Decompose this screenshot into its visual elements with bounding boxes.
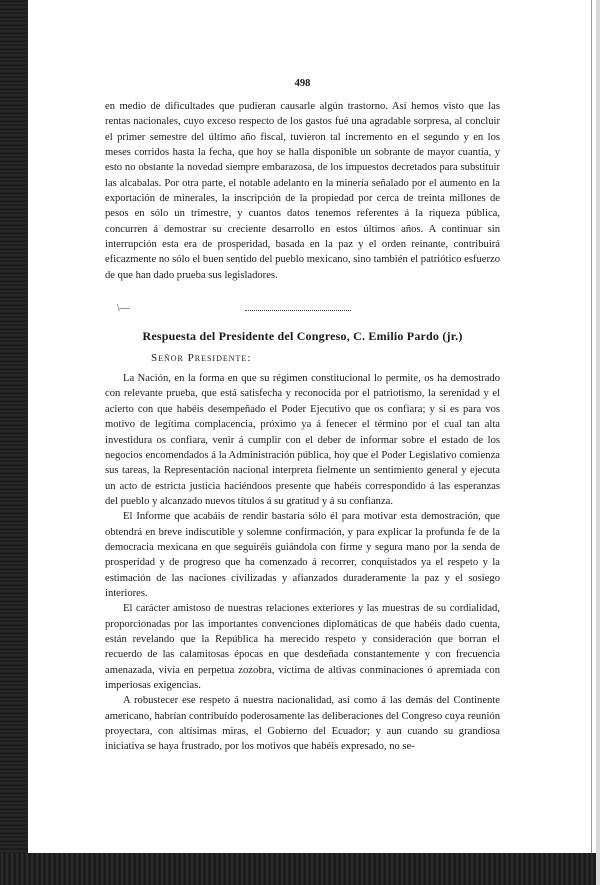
paragraph-2: El Informe que acabáis de rendir bastaría sólo él para motivar esta demostración, que obtendrá en breve indiscutible y solemne confirmación, y para explicar la profunda fe de la democracia mexicana en que seguiréis guiándola con firme y segura mano por la senda de prosperidad y de progreso que ha comenzado á recorrer, conquistados ya el respeto y la estimación de las naciones civilizadas y afianzados duraderamente la paz y el sosiego interiores. (105, 511, 500, 599)
page-edge-line (591, 0, 592, 853)
section-heading: Respuesta del Presidente del Congreso, C. Emilio Pardo (jr.) (142, 329, 463, 344)
paragraph-3: El carácter amistoso de nuestras relaciones exteriores y las muestras de su cordialidad, proporcionadas por las importantes convenciones diplomáticas de que habéis dado cuenta, están revelando que la República ha merecido respeto y consideración que borran el recuerdo de las calamitosas épocas en que desdeñada constantemente y con frecuencia amenazada, vivía en perpetua zozobra, víctima de altivas conminaciones ó apremiada con imperiosas exigencias. (105, 603, 500, 691)
paragraph-4: A robustecer ese respeto á nuestra nacionalidad, así como á las demás del Continente americano, habrían contribuído poderosamente las deliberaciones del Congreso cuya reunión proyectara, con altísimas miras, el Gobierno del Ecuador; y aun cuando su grandiosa iniciativa se haya frustrado, por los motivos que habéis expresado, no se- (105, 695, 500, 753)
salutation: Señor Presidente: (151, 352, 252, 365)
separator-rule (245, 310, 351, 311)
scan-border-bottom (0, 853, 600, 885)
document-page (105, 78, 500, 755)
section-break (105, 283, 500, 329)
paragraph-1: La Nación, en la forma en que su régimen constitucional lo permite, os ha demostrado con relevante prueba, que está satisfecha y reconocida por el patriotismo, la serenidad y el acierto con que habéis desempeñado el Poder Ejecutivo que os confiara; y si es para vos motivo de legítima complacencia, próximo ya á fenecer el término por el cual tan alta investidura os confiara, venir á cumplir con el deber de informar sobre el estado de los negocios encomendados á la Administración pública, hoy que el Poder Legislativo comienza sus tareas, la Representación nacional interpreta fielmente un sentimiento general y ejecuta un acto de estricta justicia haciéndoos presente que habéis correspondido á las esperanzas del pueblo y alcanzado nuevos títulos á su gratitud y á su confianza. (105, 373, 500, 507)
opening-paragraph: en medio de dificultades que pudieran causarle algún trastorno. Así hemos visto que las rentas nacionales, cuyo exceso respecto de los gastos fué una agradable sorpresa, al concluir el primer semestre del último año fiscal, tuvieron tal incremento en el segundo y en los meses corridos hasta la fecha, que hoy se halla disponible un sobrante de mayor cuantía, y esto no obstante la novedad siempre embarazosa, de los impuestos decretados para substituir las alcabalas. Por otra parte, el notable adelanto en la minería señalado por el aumento en la exportación de minerales, la inscripción de la propiedad por cerca de treinta millones de pesos en sólo un trimestre, y cuantos datos tenemos referentes á la riqueza pública, concurren á demostrar su creciente desarrollo en estos últimos años. A continuar sin interrupción esta era de prosperidad, basada en la paz y el orden reinante, contribuirá eficazmente no sólo el buen sentido del pueblo mexicano, sino también el patriótico esfuerzo de que han dado prueba sus legisladores. (105, 101, 500, 281)
scan-border-left (0, 0, 28, 885)
margin-mark: \— (117, 303, 130, 315)
page-number: 498 (294, 78, 311, 89)
scan-border-right (596, 0, 600, 885)
